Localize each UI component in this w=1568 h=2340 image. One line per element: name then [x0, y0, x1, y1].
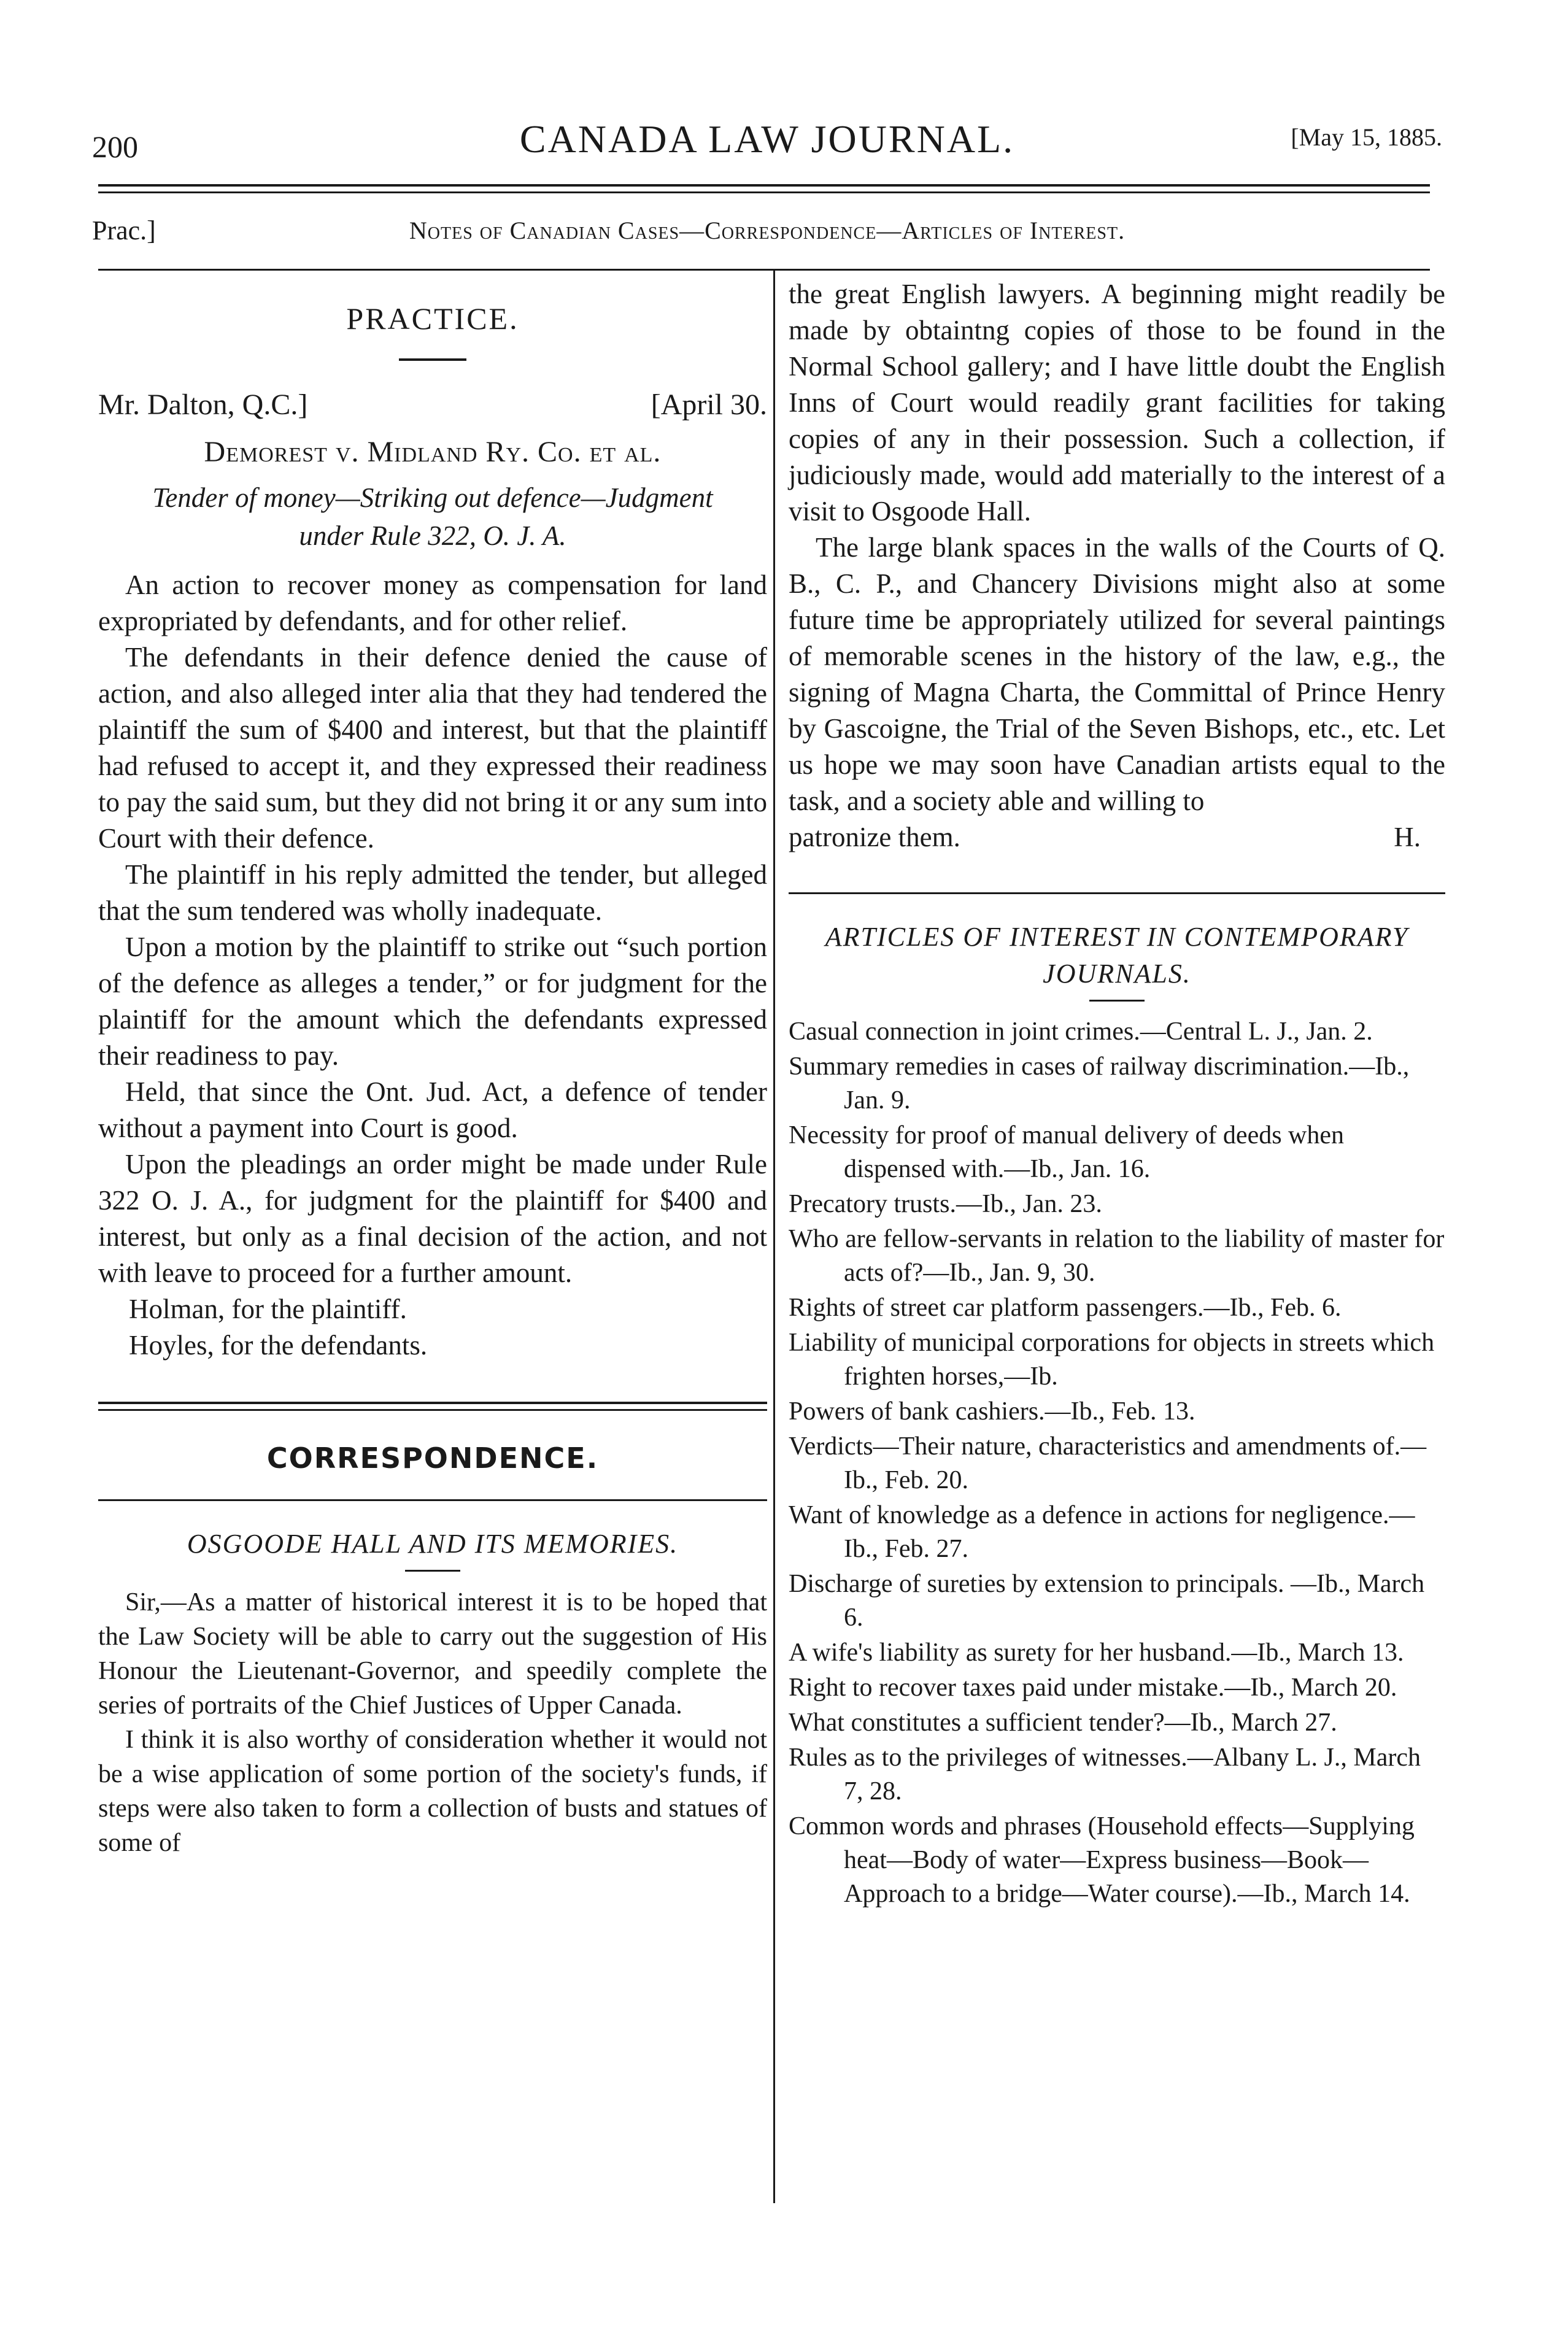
section-label: Prac.] — [92, 215, 156, 245]
article-item: Who are fellow-servants in relation to the liability of master for acts of?—Ib., Jan. 9, 30. — [789, 1225, 1445, 1287]
letter-closing — [789, 819, 1445, 855]
letter-paragraph: I think it is also worthy of consideration whether it would not be a wise application of some portion of the society's funds, if steps were also taken to form a collection of busts and statues of some of — [98, 1726, 767, 1857]
counsel-plaintiff: Holman, for the plaintiff. — [129, 1294, 407, 1324]
article-item: Rules as to the privileges of witnesses.—Albany L. J., March 7, 28. — [789, 1743, 1421, 1805]
letter-continued-paragraph: the great English lawyers. A beginning might readily be made by obtaintng copies of those to be found in the Normal School gallery; and I have little doubt the English Inns of Court would readily grant facilities for taking copies of any in their possession. Such a collection, if judiciously made, would add materially to the interest of a visit to Osgoode Hall. — [789, 279, 1445, 527]
correspondence-heading: CORRESPONDENCE. — [266, 1442, 599, 1475]
judge-name: Mr. Dalton, Q.C.] — [98, 388, 308, 421]
article-item: Necessity for proof of manual delivery of deeds when dispensed with.—Ib., Jan. 16. — [789, 1121, 1345, 1183]
journal-title: CANADA LAW JOURNAL. — [519, 117, 1015, 161]
case-holding: Held, that since the Ont. Jud. Act, a defence of tender without a payment into Court is good. — [98, 1076, 767, 1143]
articles-heading: ARTICLES OF INTEREST IN CONTEMPORARY JOURNALS. — [825, 922, 1409, 989]
column-divider — [773, 270, 775, 2203]
case-paragraph: Upon a motion by the plaintiff to strike out “such portion of the defence as alleges a tender,” or for judgment for the plaintiff for the amount which the defendants expressed their readiness to pay. — [98, 932, 767, 1071]
letter-paragraph: Sir,—As a matter of historical interest it is to be hoped that the Law Society will be able to carry out the suggestion of His Honour the Lieutenant-Governor, and speedily complete the series of portraits of the Chief Justices of Upper Canada. — [98, 1588, 767, 1720]
case-paragraph: The defendants in their defence denied the cause of action, and also alleged inter alia that they had tendered the plaintiff the sum of $400 and interest, but that the plaintiff had refused to accept it, and they expressed their readiness to pay the said sum, but they did not bring it or any sum into Court with their defence. — [98, 642, 767, 854]
article-item: Rights of street car platform passengers.—Ib., Feb. 6. — [789, 1294, 1342, 1322]
letter-title-rule — [405, 1570, 460, 1572]
case-paragraph: The plaintiff in his reply admitted the tender, but alleged that the sum tendered was wholly inadequate. — [98, 859, 767, 926]
page-number: 200 — [92, 129, 138, 164]
counsel-defendants: Hoyles, for the defendants. — [129, 1330, 428, 1361]
practice-rule — [399, 358, 466, 361]
article-item: What constitutes a sufficient tender?—Ib., March 27. — [789, 1709, 1337, 1737]
case-paragraph: An action to recover money as compensation for land expropriated by defendants, and for other relief. — [98, 570, 767, 636]
right-column — [789, 276, 1445, 2203]
article-item: Right to recover taxes paid under mistake.—Ib., March 20. — [789, 1674, 1397, 1702]
section-title: Notes of Canadian Cases—Correspondence—Articles of Interest. — [409, 217, 1126, 244]
letter-signature: H. — [1394, 822, 1421, 852]
article-item: Liability of municipal corporations for objects in streets which frighten horses,—Ib. — [789, 1329, 1435, 1391]
case-date: [April 30. — [651, 388, 767, 421]
article-item: Casual connection in joint crimes.—Central L. J., Jan. 2. — [789, 1017, 1373, 1046]
article-item: Verdicts—Their nature, characteristics and amendments of.—Ib., Feb. 20. — [789, 1432, 1427, 1494]
article-item: Precatory trusts.—Ib., Jan. 23. — [789, 1190, 1102, 1218]
article-item: A wife's liability as surety for her husband.—Ib., March 13. — [789, 1639, 1404, 1667]
practice-heading: PRACTICE. — [346, 301, 519, 336]
letter-closing-text: patronize them. — [789, 822, 960, 852]
letter-final-paragraph: The large blank spaces in the walls of the Courts of Q. B., C. P., and Chancery Divisions might also at some future time be appropriately utilized for several paintings of memorable scenes in the history of the law, e.g., the signing of Magna Charta, the Committal of Prince Henry by Gascoigne, the Trial of the Seven Bishops, etc., etc. Let us hope we may soon have Canadian artists equal to the task, and a society able and willing to — [789, 532, 1445, 816]
articles-list — [789, 1015, 1445, 1911]
section-rule — [98, 269, 1430, 271]
letter-body — [98, 1585, 767, 1860]
header-rule-bottom — [98, 191, 1430, 193]
left-column — [98, 288, 767, 2191]
case-title: Demorest v. Midland Ry. Co. et al. — [204, 436, 662, 468]
section-head — [92, 209, 1442, 252]
articles-heading-rule — [1089, 1000, 1145, 1002]
article-item: Powers of bank cashiers.—Ib., Feb. 13. — [789, 1397, 1195, 1426]
case-judge-line — [98, 388, 767, 422]
issue-date: [May 15, 1885. — [1291, 123, 1442, 151]
header-rule-top — [98, 184, 1430, 187]
article-item: Summary remedies in cases of railway discrimination.—Ib., Jan. 9. — [789, 1052, 1410, 1114]
case-paragraph: Upon the pleadings an order might be made under Rule 322 O. J. A., for judgment for the plaintiff for $400 and interest, but only as a final decision of the action, and not with leave to proceed for a further amount. — [98, 1149, 767, 1288]
letter-title: OSGOODE HALL AND ITS MEMORIES. — [187, 1529, 679, 1559]
case-subhead: Tender of money—Striking out defence—Judgment under Rule 322, O. J. A. — [152, 482, 713, 551]
article-item: Common words and phrases (Household effects—Supplying heat—Body of water—Express business—Book—Approach to a bridge—Water course).—Ib., March 14. — [789, 1812, 1415, 1908]
articles-rule — [789, 892, 1445, 894]
correspondence-double-rule — [98, 1402, 767, 1411]
article-item: Discharge of sureties by extension to principals. —Ib., March 6. — [789, 1570, 1425, 1632]
running-head — [92, 110, 1442, 178]
article-item: Want of knowledge as a defence in actions for negligence.—Ib., Feb. 27. — [789, 1501, 1415, 1563]
correspondence-rule — [98, 1499, 767, 1501]
